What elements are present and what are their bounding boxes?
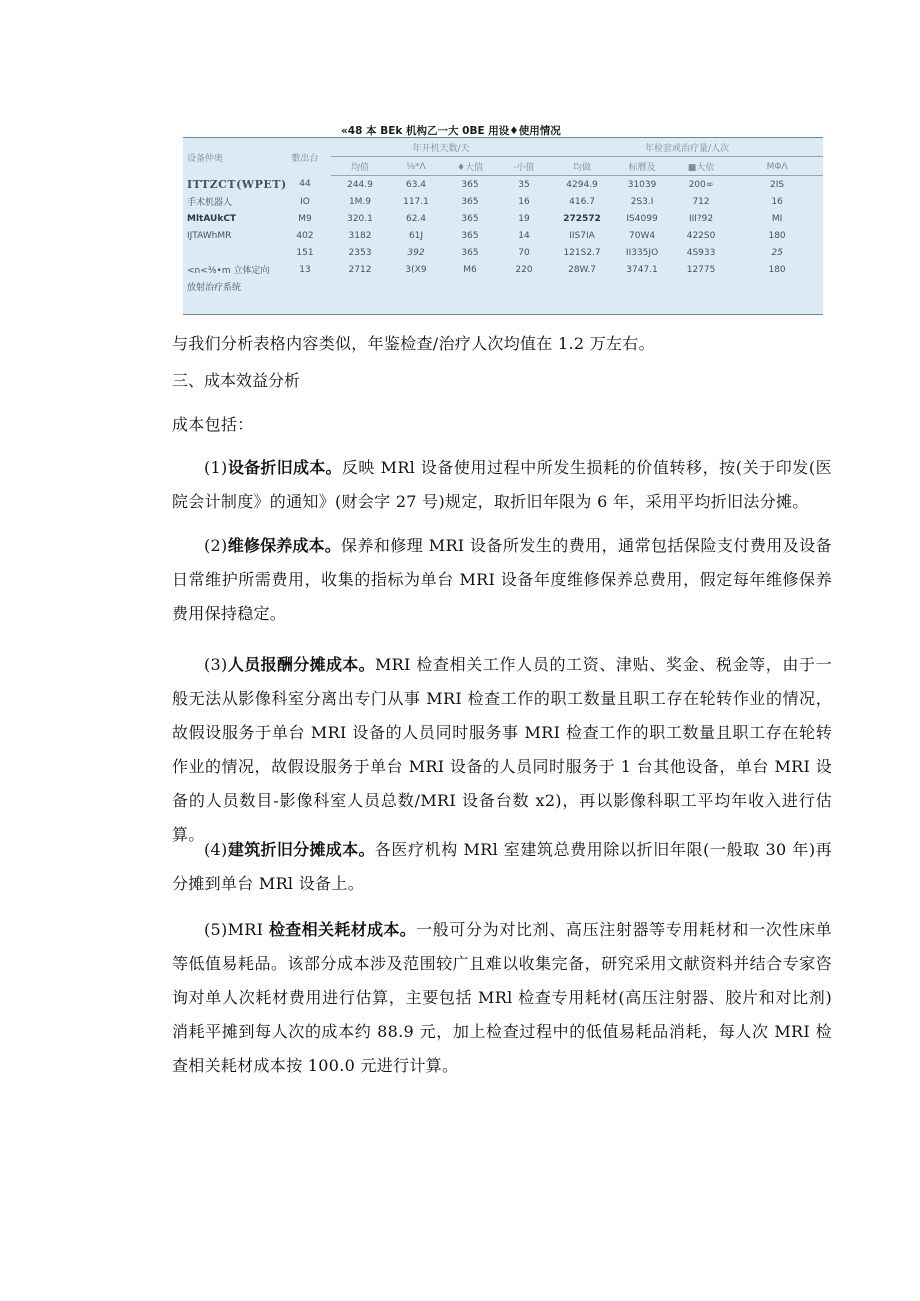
table-cell: 320.1 <box>347 213 373 224</box>
paragraph-cost-4 <box>172 833 832 901</box>
table-cell <box>731 278 823 295</box>
table-cell: 180 <box>768 230 786 241</box>
header-cell: 标曆及 <box>613 157 671 176</box>
table-cell: 62.4 <box>405 213 427 224</box>
row-device-name: <n<⅜•m 立体定向 <box>187 266 270 276</box>
table-cell: 3747.1 <box>626 264 658 275</box>
table-cell: 3182 <box>348 230 372 241</box>
paragraph-text: 一般可分为对比剂、高压注射器等专用耗材和一次性床单等低值易耗品。该部分成本涉及范围较广且难以收集完备，研究采用文献资料并结合专家咨询对单人次耗材费用进行估算，主要包括 MRl 检查专用耗材(高压注射器、胶片和对比剂)消耗平摊到每人次的成本约 88.9 元，加上检查过程中的低值易耗品消耗，每人次 MRI 检查相关耗材成本按 100.0 元进行计算。 <box>172 920 832 1075</box>
table-cell: 151 <box>296 247 314 258</box>
table-cell: 117.1 <box>403 196 429 207</box>
table-cell: MI <box>771 213 783 224</box>
paragraph-cost-2 <box>172 529 832 631</box>
paragraph-summary <box>172 327 832 361</box>
row-device-name <box>183 244 279 261</box>
table-cell: 14 <box>518 230 530 241</box>
table-cell: 1M.9 <box>348 196 372 207</box>
table-cell: 365 <box>461 247 479 258</box>
paragraph-cost-5 <box>172 913 832 1083</box>
item-title: 设备折旧成本。 <box>227 458 342 477</box>
table-cell <box>671 278 731 295</box>
table-cell: 272572 <box>563 213 601 224</box>
table-cell: M9 <box>298 213 312 224</box>
table-cell: 28W.7 <box>568 264 596 275</box>
table-row <box>183 261 823 278</box>
header-cell: 均值 <box>331 157 389 176</box>
header-cell: 均做 <box>551 157 613 176</box>
table-cell: II335JO <box>625 247 659 258</box>
paragraph-text: 成本包括： <box>172 415 254 434</box>
table-cell <box>443 278 497 295</box>
header-cell: ■大依 <box>671 157 731 176</box>
table-cell: M6 <box>463 264 477 275</box>
item-number: (2) <box>204 536 228 555</box>
table-cell: 402 <box>296 230 314 241</box>
table-cell: 180 <box>768 264 786 275</box>
header-cell: ·小值 <box>497 157 551 176</box>
row-device-name: 手术机器人 <box>187 198 233 208</box>
item-title: 检查相关耗材成本。 <box>268 920 417 939</box>
paragraph-cost-3 <box>172 648 832 852</box>
table-row <box>183 193 823 210</box>
table-cell <box>613 278 671 295</box>
item-number: (4) <box>204 840 228 859</box>
section-heading: 三、成本效益分析 <box>172 371 301 390</box>
table-cell <box>551 278 613 295</box>
row-device-name: 放射治疗系统 <box>187 283 242 293</box>
header-device: 设备仲奥 <box>187 153 224 164</box>
table-cell: 4294.9 <box>566 179 598 190</box>
table-cell: 4S933 <box>686 247 716 258</box>
table-cell: 2712 <box>348 264 372 275</box>
header-count: 數出台 <box>291 153 319 164</box>
table-cell: 19 <box>518 213 530 224</box>
table-cell: 16 <box>771 196 783 207</box>
table-cell <box>389 278 443 295</box>
table-cell: IO <box>300 196 310 207</box>
row-device-name: IJTAWhMR <box>187 230 232 241</box>
table-title: «48 本 BEk 机构乙一大 0BE 用设♦使用情况 <box>341 125 561 137</box>
paragraph-text: 与我们分析表格内容类似，年鉴检查/治疗人次均值在 1.2 万左右。 <box>172 334 655 353</box>
table-header-row <box>183 138 823 157</box>
table-cell: 12775 <box>686 264 716 275</box>
table-cell: 2353 <box>348 247 372 258</box>
paragraph-cost-1 <box>172 451 832 519</box>
header-volume: 年检套或治疗量/人次 <box>551 138 823 157</box>
table-cell: 200∞ <box>688 179 714 190</box>
table-cell: 70 <box>518 247 530 258</box>
table-cell: 422S0 <box>686 230 716 241</box>
table-cell: 121S2.7 <box>563 247 601 258</box>
header-cell: ♦大值 <box>443 157 497 176</box>
table-cell: 365 <box>461 213 479 224</box>
table-cell: 70W4 <box>629 230 656 241</box>
table-row <box>183 278 823 295</box>
table-cell: 2IS <box>770 179 785 190</box>
paragraph-text: 各医疗机构 MRl 室建筑总费用除以折旧年限(一般取 30 年)再分摊到单台 MRl 设备上。 <box>172 840 832 893</box>
table-cell: 61J <box>408 230 424 241</box>
item-title: 建筑折旧分摊成本。 <box>227 840 375 859</box>
table-cell: 3(X9 <box>405 264 427 275</box>
paragraph-text: 反映 MRl 设备使用过程中所发生损耗的价值转移，按(关于印发(医院会计制度》的通知》(财会字 27 号)规定，取折旧年限为 6 年，采用平均折旧法分摊。 <box>172 458 832 511</box>
item-number: (3) <box>204 655 228 674</box>
table-cell: 712 <box>692 196 710 207</box>
table-cell <box>331 278 389 295</box>
table-cell: 35 <box>518 179 530 190</box>
table-cell: 13 <box>299 264 311 275</box>
table-cell: 220 <box>515 264 533 275</box>
header-cell: MΦΛ <box>731 157 823 176</box>
table-cell: 44 <box>299 179 311 190</box>
paragraph-intro <box>172 408 832 442</box>
item-title: 人员报酬分摊成本。 <box>227 655 375 674</box>
table-cell: 63.4 <box>405 179 427 190</box>
table-cell: 365 <box>461 196 479 207</box>
header-cell: ⅛*Λ <box>389 157 443 176</box>
table-row <box>183 210 823 227</box>
header-days: 年开机天数/天 <box>331 138 551 157</box>
table-cell: 416.7 <box>569 196 595 207</box>
statistics-table <box>183 138 823 295</box>
table-row <box>183 244 823 261</box>
table-cell: 244.9 <box>347 179 373 190</box>
item-number: (5)MRI <box>204 920 269 939</box>
table-cell: 25 <box>771 247 783 258</box>
paragraph-text: MRI 检查相关工作人员的工资、津贴、奖金、税金等，由于一般无法从影像科室分离出专门从事 MRI 检查工作的职工数量且职工存在轮转作业的情况，故假设服务于单台 MRI 设备的人员同时服务事 MRI 检查工作的职工数量且职工存在轮转作业的情况，故假设服务于单台 MRI 设备的人员同时服务于 1 台其他设备，单台 MRI 设备的人员数目-影像科室人员总数/MRI 设备台数 x2)，再以影像科职工平均年收入进行估算。 <box>172 655 832 844</box>
item-title: 维修保养成本。 <box>227 536 341 555</box>
table-cell: 392 <box>407 247 425 258</box>
table-cell: 365 <box>461 230 479 241</box>
row-device-name: MltAUkCT <box>187 213 237 224</box>
table-row <box>183 176 823 194</box>
table-cell: III?92 <box>688 213 714 224</box>
table-cell: IIS7IA <box>569 230 595 241</box>
table-cell <box>279 278 331 295</box>
table-cell: 16 <box>518 196 530 207</box>
table-body <box>183 176 823 296</box>
statistics-table-container <box>183 137 823 315</box>
table-cell: 365 <box>461 179 479 190</box>
item-number: (1) <box>204 458 228 477</box>
table-cell <box>497 278 551 295</box>
table-cell: IS4099 <box>626 213 658 224</box>
table-cell: 2S3.I <box>630 196 654 207</box>
table-row <box>183 227 823 244</box>
row-device-name: ITTZCT(WPET) <box>187 177 287 191</box>
paragraph-text: 保养和修理 MRI 设备所发生的费用，通常包括保险支付费用及设备日常维护所需费用，收集的指标为单台 MRI 设备年度维修保养总费用，假定每年维修保养费用保持稳定。 <box>172 536 832 623</box>
table-cell: 31039 <box>627 179 657 190</box>
